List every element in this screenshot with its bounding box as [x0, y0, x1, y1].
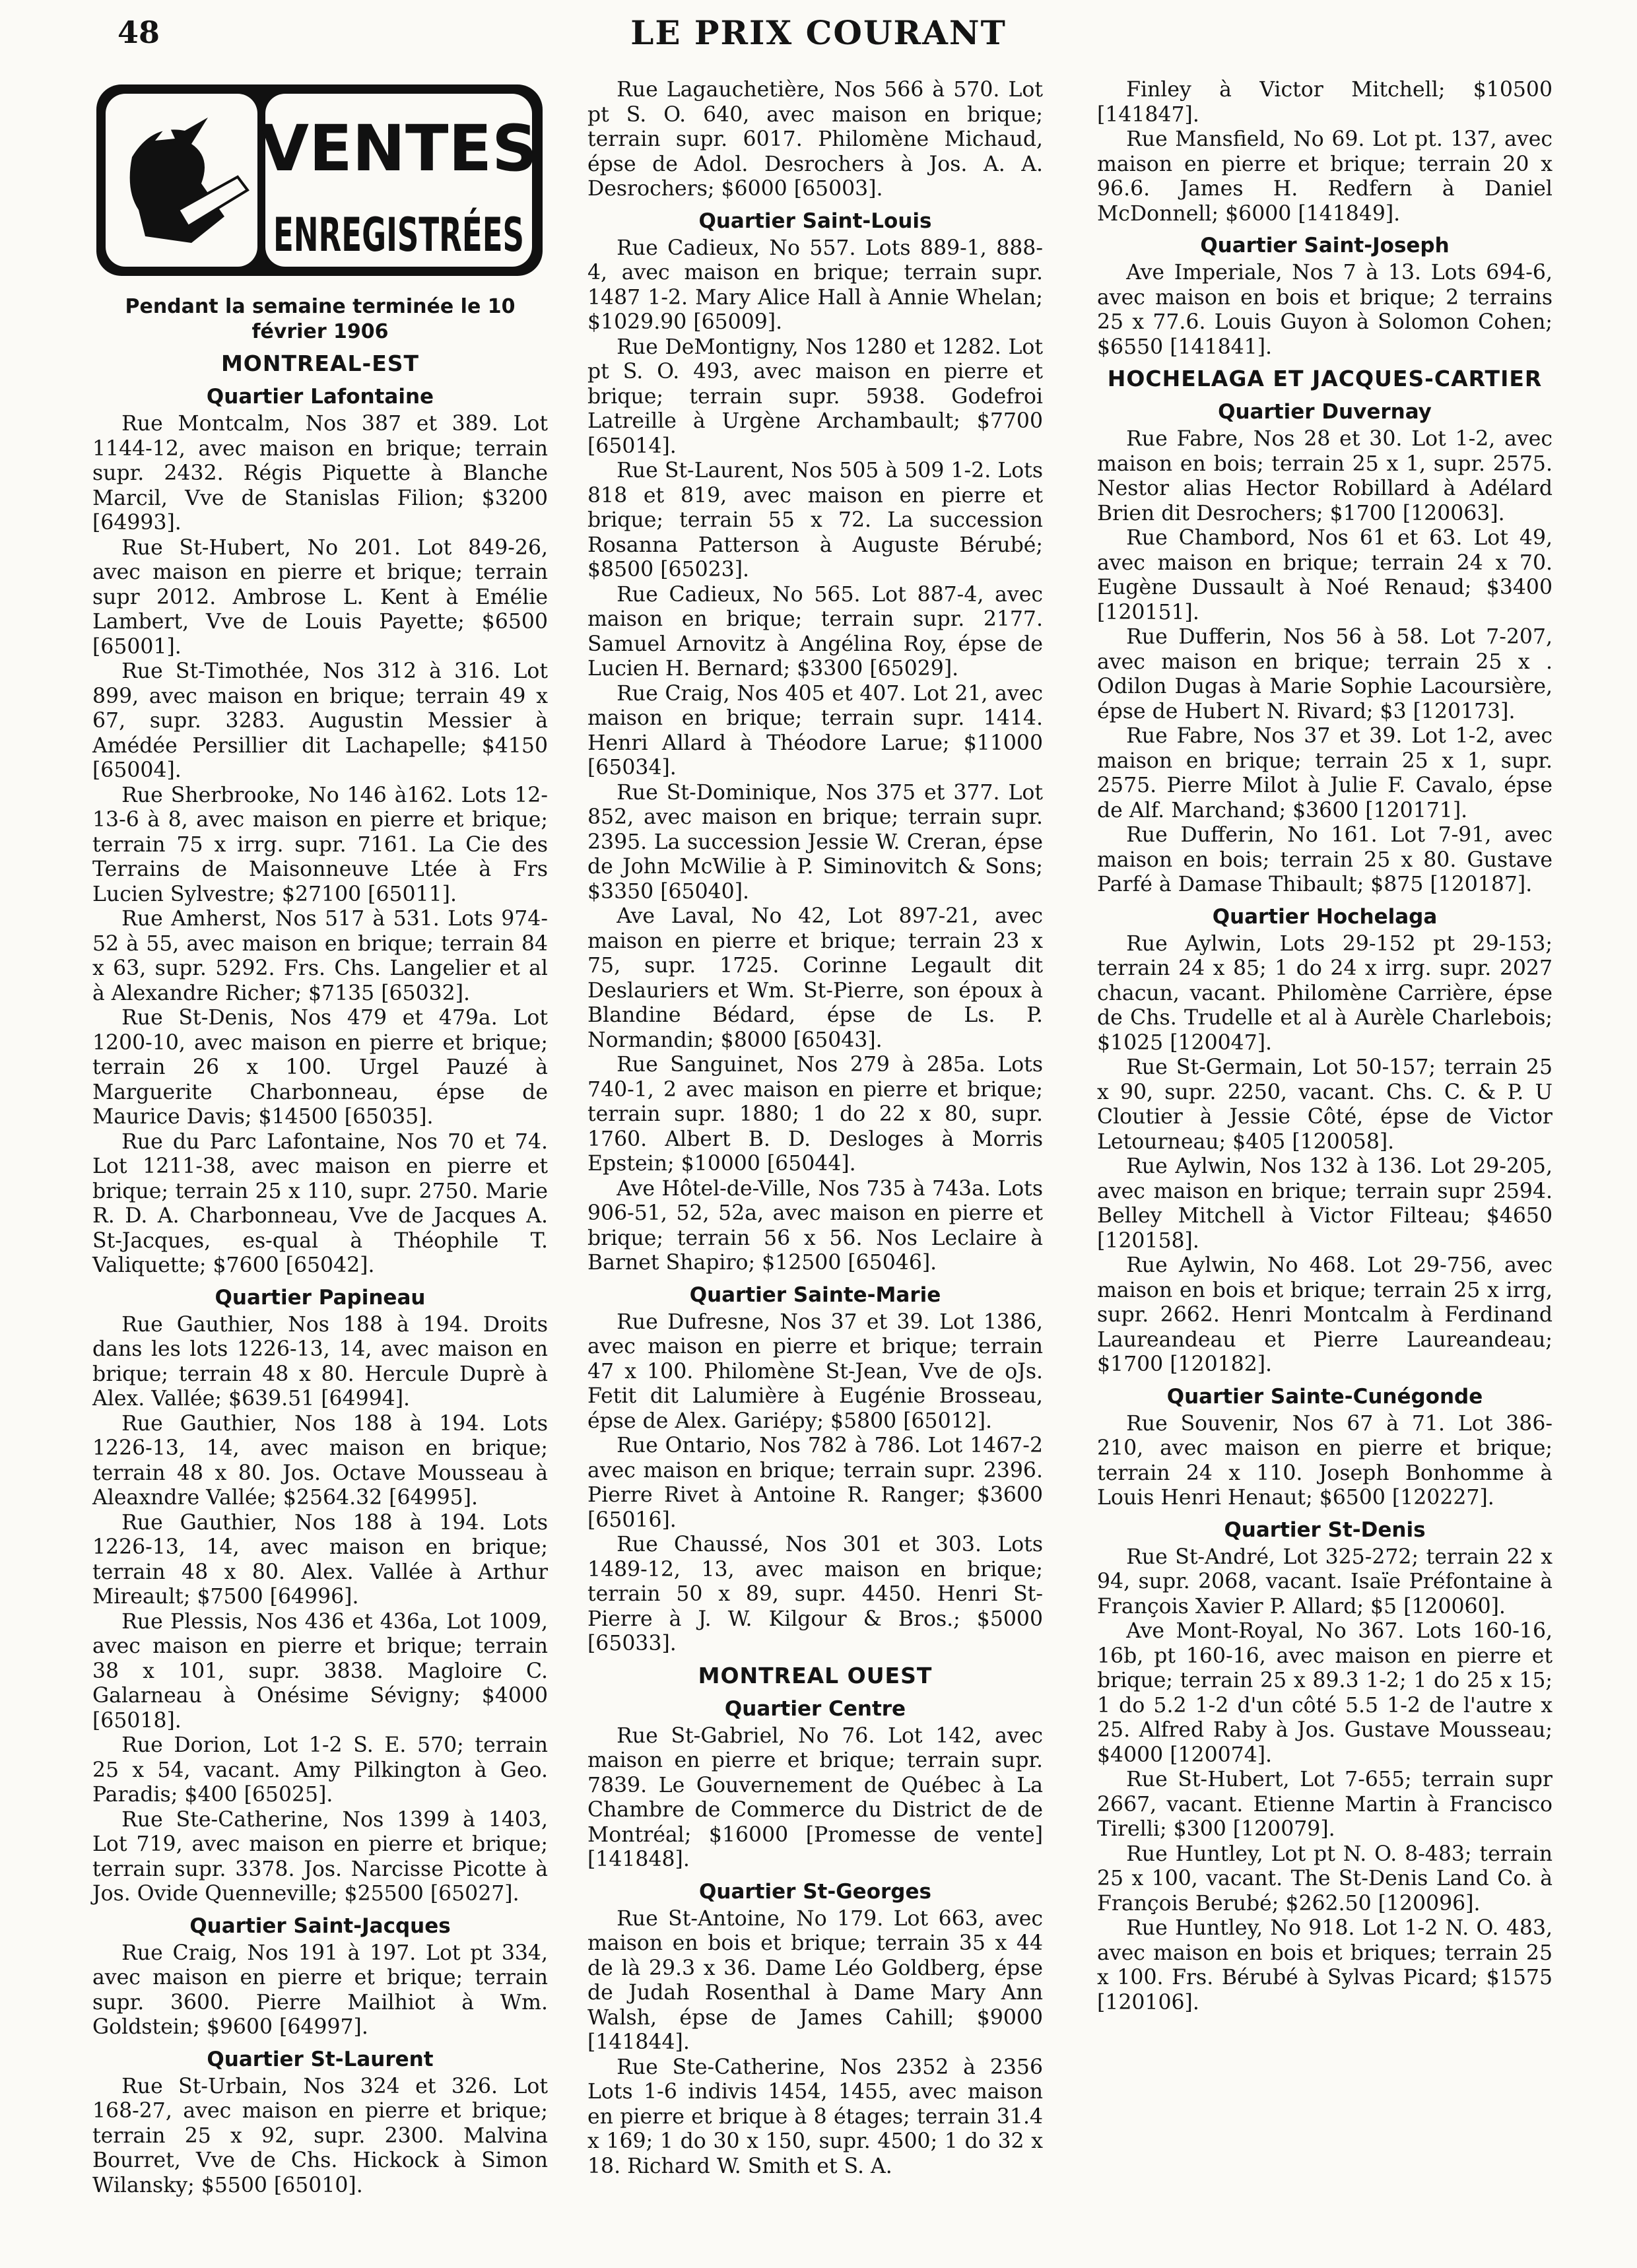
- sale-entry: Rue Aylwin, Lots 29-152 pt 29-153; terrain 24 x 85; 1 do 24 x irrg. supr. 2027 chacun, vacant. Philomène Carrière, épse de Chs. Trudelle et al à Aurèle Charlebois; $1025 [120047].: [1097, 931, 1553, 1055]
- sale-entry: Rue St-Denis, Nos 479 et 479a. Lot 1200-10, avec maison en pierre et brique; terrain 26 x 100. Urgel Pauzé à Marguerite Charbonneau, épse de Maurice Davis; $14500 [65035].: [92, 1006, 548, 1129]
- sale-entry: Rue Montcalm, Nos 387 et 389. Lot 1144-12, avec maison en brique; terrain supr. 2432. Régis Piquette à Blanche Marcil, Vve de Stanislas Filion; $3200 [64993].: [92, 412, 548, 535]
- column-3: [1097, 78, 1553, 2256]
- sale-entry: Rue St-Laurent, Nos 505 à 509 1-2. Lots 818 et 819, avec maison en pierre et brique; terrain 55 x 72. La succession Rosanna Patterson à Auguste Bérubé; $8500 [65023].: [587, 459, 1043, 582]
- quartier-heading: Quartier Lafontaine: [206, 385, 434, 409]
- logo-line-1: VENTES: [259, 112, 538, 185]
- sale-entry: Rue Dorion, Lot 1-2 S. E. 570; terrain 25 x 54, vacant. Amy Pilkington à Geo. Paradis; $400 [65025].: [92, 1733, 548, 1807]
- quartier-heading: Quartier Saint-Joseph: [1200, 234, 1450, 257]
- sale-entry: Rue Dufresne, Nos 37 et 39. Lot 1386, avec maison en pierre et brique; terrain 47 x 100. Philomène St-Jean, Vve de oJs. Fetit dit Lalumière à Eugénie Brosseau, épse de Alex. Gariépy; $5800 [65012].: [587, 1310, 1043, 1433]
- sale-entry: Rue Amherst, Nos 517 à 531. Lots 974-52 à 55, avec maison en brique; terrain 84 x 63, supr. 5292. Frs. Chs. Langelier et al à Alexandre Richer; $7135 [65032].: [92, 907, 548, 1005]
- sale-entry: Rue Gauthier, Nos 188 à 194. Lots 1226-13, 14, avec maison en brique; terrain 48 x 80. Alex. Vallée à Arthur Mireault; $7500 [64996].: [92, 1510, 548, 1609]
- week-period: Pendant la semaine terminée le 10 février 1906: [125, 295, 516, 343]
- sale-entry: Rue Gauthier, Nos 188 à 194. Droits dans les lots 1226-13, 14, avec maison en brique; terrain 48 x 80. Hercule Duprè à Alex. Vallée; $639.51 [64994].: [92, 1312, 548, 1411]
- sale-entry: Rue Souvenir, Nos 67 à 71. Lot 386-210, avec maison en pierre et brique; terrain 24 x 110. Joseph Bonhomme à Louis Henri Henaut; $6500 [120227].: [1097, 1411, 1553, 1510]
- sale-entry: Rue Chaussé, Nos 301 et 303. Lots 1489-12, 13, avec maison en brique; terrain 50 x 89, supr. 4450. Henri St-Pierre à J. W. Kilgour & Bros.; $5000 [65033].: [587, 1533, 1043, 1655]
- column-1: [92, 78, 548, 2256]
- sale-entry: Rue du Parc Lafontaine, Nos 70 et 74. Lot 1211-38, avec maison en pierre et brique; terrain 25 x 110, supr. 2750. Marie R. D. A. Charbonneau, Vve de Jacques A. St-Jacques, es-qual à Théophile T. Valiquette; $7600 [65042].: [92, 1129, 548, 1277]
- sale-entry: Rue Dufferin, Nos 56 à 58. Lot 7-207, avec maison en brique; terrain 25 x . Odilon Dugas à Marie Sophie Lacoursière, épse de Hubert N. Rivard; $3 [120173].: [1097, 625, 1553, 723]
- sale-entry: Rue Aylwin, Nos 132 à 136. Lot 29-205, avec maison en brique; terrain supr 2594. Belley Mitchell à Victor Filteau; $4650 [120158].: [1097, 1154, 1553, 1253]
- quartier-heading: Quartier Sainte-Marie: [689, 1283, 941, 1307]
- sale-entry: Ave Mont-Royal, No 367. Lots 160-16, 16b, pt 160-16, avec maison en pierre et brique; terrain 25 x 89.3 1-2; 1 do 25 x 15; 1 do 5.2 1-2 d'un côté 5.5 1-2 de l'autre x 25. Alfred Raby à Jos. Gustave Mousseau; $4000 [120074].: [1097, 1619, 1553, 1767]
- sale-entry: Rue Fabre, Nos 37 et 39. Lot 1-2, avec maison en brique; terrain 25 x 1, supr. 2575. Pierre Milot à Julie F. Cavalo, épse de Alf. Marchand; $3600 [120171].: [1097, 724, 1553, 822]
- quartier-heading: Quartier St-Georges: [699, 1879, 931, 1904]
- running-title: LE PRIX COURANT: [630, 13, 1007, 52]
- quartier-heading: Quartier Sainte-Cunégonde: [1166, 1384, 1483, 1409]
- sale-entry: Ave Laval, No 42, Lot 897-21, avec maison en pierre et brique; terrain 23 x 75, supr. 1725. Corinne Legault dit Deslauriers et Wm. St-Pierre, son époux à Blandine Bédard, épse de Ls. P. Normandin; $8000 [65043].: [587, 904, 1043, 1052]
- sale-entry: Rue St-Urbain, Nos 324 et 326. Lot 168-27, avec maison en pierre et brique; terrain 25 x 92, supr. 2300. Malvina Bourret, Vve de Chs. Hickock à Simon Wilansky; $5500 [65010].: [92, 2074, 548, 2197]
- column-2: [587, 78, 1043, 2256]
- quartier-heading: Quartier Saint-Louis: [698, 209, 932, 233]
- quartier-heading: Quartier St-Laurent: [207, 2047, 434, 2071]
- quartier-heading: Quartier Papineau: [215, 1285, 426, 1310]
- quartier-heading: Quartier Centre: [724, 1696, 906, 1721]
- sale-entry: Rue Fabre, Nos 28 et 30. Lot 1-2, avec maison en bois; terrain 25 x 1, supr. 2575. Nestor alias Hector Robillard à Adélard Brien dit Desrochers; $1700 [120063].: [1097, 427, 1553, 525]
- page-number: 48: [117, 15, 160, 50]
- sale-entry: Rue St-Dominique, Nos 375 et 377. Lot 852, avec maison en brique; terrain supr. 2395. La succession Jessie W. Creran, épse de John McWilie à P. Siminovitch & Sons; $3350 [65040].: [587, 780, 1043, 904]
- logo-line-2: ENREGISTRÉES: [273, 208, 524, 262]
- sale-entry: Ave Hôtel-de-Ville, Nos 735 à 743a. Lots 906-51, 52, 52a, avec maison en pierre et brique; terrain 56 x 56. Nos Leclaire à Barnet Shapiro; $12500 [65046].: [587, 1176, 1043, 1275]
- sale-entry: Rue Lagauchetière, Nos 566 à 570. Lot pt S. O. 640, avec maison en brique; terrain supr. 6017. Philomène Michaud, épse de Adol. Desrochers à Jos. A. A. Desrochers; $6000 [65003].: [587, 78, 1043, 201]
- sale-entry: Rue Gauthier, Nos 188 à 194. Lots 1226-13, 14, avec maison en brique; terrain 48 x 80. Jos. Octave Mousseau à Aleaxndre Vallée; $2564.32 [64995].: [92, 1411, 548, 1510]
- sale-entry: Rue St-Gabriel, No 76. Lot 142, avec maison en pierre et brique; terrain supr. 7839. Le Gouvernement de Québec à La Chambre de Commerce du District de de Montréal; $16000 [Promesse de vente] [141848].: [587, 1723, 1043, 1871]
- sale-entry: Rue Sanguinet, Nos 279 à 285a. Lots 740-1, 2 avec maison en pierre et brique; terrain supr. 1880; 1 do 22 x 80, supr. 1760. Albert B. D. Desloges à Morris Epstein; $10000 [65044].: [587, 1053, 1043, 1176]
- sale-entry: Rue Craig, Nos 405 et 407. Lot 21, avec maison en brique; terrain supr. 1414. Henri Allard à Théodore Larue; $11000 [65034].: [587, 681, 1043, 780]
- sale-entry: Finley à Victor Mitchell; $10500 [141847].: [1097, 78, 1553, 127]
- quartier-heading: Quartier Saint-Jacques: [189, 1914, 451, 1938]
- sale-entry: Rue Chambord, Nos 61 et 63. Lot 49, avec maison en brique; terrain 24 x 70. Eugène Dussault à Noé Renaud; $3400 [120151].: [1097, 526, 1553, 624]
- section-heading: MONTREAL OUEST: [698, 1662, 933, 1688]
- sale-entry: Rue St-André, Lot 325-272; terrain 22 x 94, supr. 2068, vacant. Isaïe Préfontaine à François Xavier P. Allard; $5 [120060].: [1097, 1545, 1553, 1618]
- section-heading: HOCHELAGA ET JACQUES-CARTIER: [1107, 366, 1543, 391]
- sale-entry: Rue Craig, Nos 191 à 197. Lot pt 334, avec maison en pierre et brique; terrain supr. 3600. Pierre Mailhiot à Wm. Goldstein; $9600 [64997].: [92, 1941, 548, 2039]
- quartier-heading: Quartier Duvernay: [1218, 400, 1432, 424]
- sale-entry: Rue Cadieux, No 565. Lot 887-4, avec maison en brique; terrain supr. 2177. Samuel Arnovitz à Angélina Roy, épse de Lucien H. Bernard; $3300 [65029].: [587, 582, 1043, 681]
- sale-entry: Rue Cadieux, No 557. Lots 889-1, 888-4, avec maison en brique; terrain supr. 1487 1-2. Mary Alice Hall à Annie Whelan; $1029.90 [65009].: [587, 236, 1043, 334]
- sale-entry: Rue St-Antoine, No 179. Lot 663, avec maison en bois et brique; terrain 35 x 44 de là 29.3 x 36. Dame Léo Goldberg, épse de Judah Rosenthal à Dame Mary Ann Walsh, épse de James Cahill; $9000 [141844].: [587, 1906, 1043, 2054]
- section-heading: MONTREAL-EST: [220, 350, 420, 376]
- column-1-body: [92, 350, 548, 2198]
- sale-entry: Rue Ste-Catherine, Nos 2352 à 2356 Lots 1-6 indivis 1454, 1455, avec maison en pierre et brique à 8 étages; terrain 31.4 x 169; 1 do 30 x 150, supr. 4500; 1 do 32 x 18. Richard W. Smith et S. A.: [587, 2055, 1043, 2178]
- sale-entry: Rue St-Hubert, No 201. Lot 849-26, avec maison en pierre et brique; terrain supr 2012. Ambrose L. Kent à Emélie Lambert, Vve de Louis Payette; $6500 [65001].: [92, 535, 548, 659]
- ventes-enregistrees-logo: [92, 78, 548, 289]
- sale-entry: Rue St-Germain, Lot 50-157; terrain 25 x 90, supr. 2250, vacant. Chs. C. & P. U Cloutier à Jessie Côté, épse de Victor Letourneau; $405 [120058].: [1097, 1055, 1553, 1154]
- quartier-heading: Quartier St-Denis: [1224, 1518, 1426, 1542]
- sale-entry: Rue Dufferin, No 161. Lot 7-91, avec maison en bois; terrain 25 x 80. Gustave Parfé à Damase Thibault; $875 [120187].: [1097, 823, 1553, 896]
- sale-entry: Rue Sherbrooke, No 146 à162. Lots 12-13-6 à 8, avec maison en pierre et brique; terrain 75 x irrg. supr. 7161. La Cie des Terrains de Maisonneuve Ltée à Frs Lucien Sylvestre; $27100 [65011].: [92, 783, 548, 906]
- sale-entry: Rue Ste-Catherine, Nos 1399 à 1403, Lot 719, avec maison en pierre et brique; terrain supr. 3378. Jos. Narcisse Picotte à Jos. Ovide Quenneville; $25500 [65027].: [92, 1807, 548, 1906]
- page-header: [0, 0, 1637, 59]
- quartier-heading: Quartier Hochelaga: [1212, 904, 1438, 929]
- sale-entry: Rue Plessis, Nos 436 et 436a, Lot 1009, avec maison en pierre et brique; terrain 38 x 101, supr. 3838. Magloire C. Galarneau à Onésime Sévigny; $4000 [65018].: [92, 1609, 548, 1733]
- logo-graphic: [92, 78, 548, 289]
- sale-entry: Rue Huntley, Lot pt N. O. 8-483; terrain 25 x 100, vacant. The St-Denis Land Co. à François Berubé; $262.50 [120096].: [1097, 1842, 1553, 1916]
- sale-entry: Ave Imperiale, Nos 7 à 13. Lots 694-6, avec maison en bois et brique; 2 terrains 25 x 77.6. Louis Guyon à Solomon Cohen; $6550 [141841].: [1097, 261, 1553, 359]
- sale-entry: Rue Huntley, No 918. Lot 1-2 N. O. 483, avec maison en bois et briques; terrain 25 x 100. Frs. Bérubé à Sylvas Picard; $1575 [120106].: [1097, 1916, 1553, 2015]
- column-2-body: [587, 78, 1043, 2179]
- sale-entry: Rue DeMontigny, Nos 1280 et 1282. Lot pt S. O. 493, avec maison en pierre et brique; terrain supr. 5938. Godefroi Latreille à Urgène Archambault; $7700 [65014].: [587, 335, 1043, 458]
- sale-entry: Rue Mansfield, No 69. Lot pt. 137, avec maison en pierre et brique; terrain 20 x 96.6. James H. Redfern à Daniel McDonnell; $6000 [141849].: [1097, 127, 1553, 226]
- sale-entry: Rue Aylwin, No 468. Lot 29-756, avec maison en bois et brique; terrain 25 x irrg, supr. 2662. Henri Montcalm à Ferdinand Laureandeau et Pierre Laureandeau; $1700 [120182].: [1097, 1253, 1553, 1376]
- sale-entry: Rue St-Timothée, Nos 312 à 316. Lot 899, avec maison en brique; terrain 49 x 67, supr. 3283. Augustin Messier à Amédée Persillier dit Lachapelle; $4150 [65004].: [92, 659, 548, 782]
- sale-entry: Rue Ontario, Nos 782 à 786. Lot 1467-2 avec maison en brique; terrain supr. 2396. Pierre Rivet à Antoine R. Ranger; $3600 [65016].: [587, 1434, 1043, 1532]
- sale-entry: Rue St-Hubert, Lot 7-655; terrain supr 2667, vacant. Etienne Martin à Francisco Tirelli; $300 [120079].: [1097, 1768, 1553, 1841]
- column-3-body: [1097, 78, 1553, 2015]
